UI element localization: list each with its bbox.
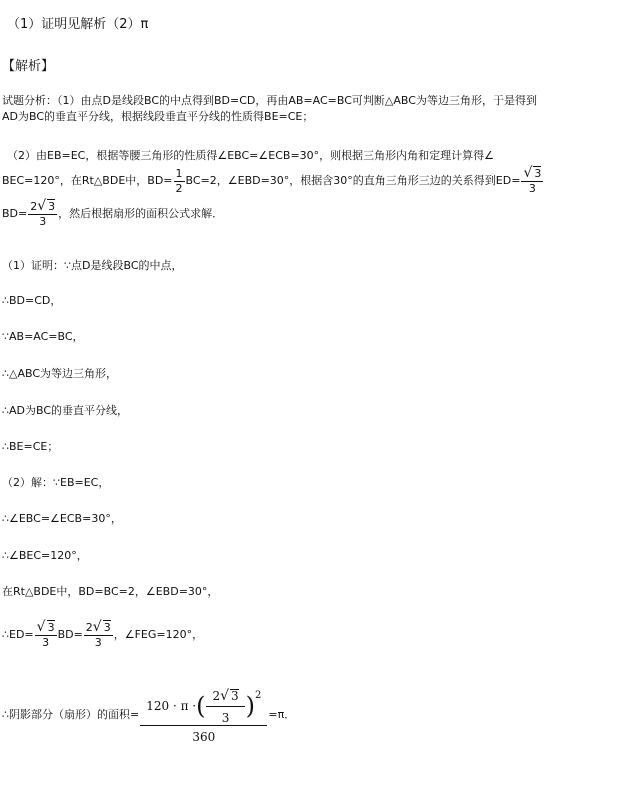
analysis-line-4-part-b: BC=2，∠EBD=30°，根据含30°的直角三角形三边的关系得到ED= (185, 174, 521, 187)
analysis-line-4 (2, 166, 544, 196)
proof1-step-3: ∵AB=AC=BC， (2, 330, 84, 343)
right-paren-icon: ) (245, 691, 256, 720)
proof2-step-2: ∴∠EBC=∠ECB=30°， (2, 512, 122, 525)
inner-fraction (206, 686, 244, 725)
analysis-line-1: 试题分析：（1）由点D是线段BC的中点得到BD=CD，再由AB=AC=BC可判断△ABC为等边三角形，于是得到 (2, 94, 537, 107)
sqrt-icon: √ 3 (220, 688, 239, 704)
analysis-line-5-part-a: BD= (2, 207, 28, 220)
inner-fraction-denominator: 3 (221, 711, 230, 725)
analysis-line-4-part-a: BEC=120°，在Rt△BDE中，BD= (2, 174, 173, 187)
proof1-step-6: ∴BE=CE； (2, 440, 59, 453)
sqrt-icon: √ 3 (36, 619, 55, 635)
answer-line: （1）证明见解析（2）π (7, 17, 149, 32)
sqrt-argument: 3 (47, 621, 55, 634)
proof2-step-5 (2, 620, 203, 650)
proof1-step-1: （1）证明：∵点D是线段BC的中点， (2, 259, 183, 272)
proof2-step-5-part-c: ，∠FEG=120°， (113, 628, 204, 641)
analysis-line-5 (2, 199, 223, 229)
analysis-line-3: （2）由EB=EC，根据等腰三角形的性质得∠EBC=∠ECB=30°，则根据三角形内角和定理计算得∠ (7, 149, 495, 162)
two-root3-over-3-fraction (28, 199, 57, 229)
fraction-denominator: 3 (528, 182, 536, 195)
analysis-line-2: AD为BC的垂直平分线，根据线段垂直平分线的性质得BE=CE； (2, 110, 314, 123)
sector-area-denominator: 360 (192, 730, 216, 744)
proof2-step-3: ∴∠BEC=120°， (2, 549, 88, 562)
analysis-line-5-part-b: ，然后根据扇形的面积公式求解． (58, 207, 224, 220)
proof1-step-5: ∴AD为BC的垂直平分线， (2, 404, 129, 417)
root3-over-3-fraction (521, 166, 543, 196)
two-root3-over-3-fraction (84, 620, 113, 650)
fraction-denominator: 3 (94, 636, 102, 649)
proof2-step-5-part-b: BD= (57, 628, 83, 641)
proof2-step-6-part-a: ∴阴影部分（扇形）的面积= (2, 708, 140, 721)
sqrt-argument: 3 (231, 689, 239, 703)
proof2-step-4: 在Rt△BDE中，BD=BC=2，∠EBD=30°， (2, 585, 219, 598)
section-title: 【解析】 (2, 59, 55, 74)
half-denominator: 2 (175, 181, 183, 195)
proof2-step-6-part-b: =π． (268, 708, 296, 721)
coefficient: 2 (212, 689, 221, 703)
sqrt-argument: 3 (103, 621, 111, 634)
coefficient: 2 (85, 621, 93, 634)
sqrt-icon: √ 3 (92, 619, 111, 635)
sector-area-fraction (140, 686, 267, 744)
proof2-step-5-part-a: ∴ED= (2, 628, 34, 641)
left-paren-icon: ( (196, 691, 206, 720)
proof2-step-6 (2, 686, 295, 744)
proof1-step-2: ∴BD=CD， (2, 294, 62, 307)
proof2-step-1: （2）解：∵EB=EC， (2, 476, 110, 489)
sqrt-argument: 3 (48, 200, 56, 213)
coefficient: 2 (30, 200, 38, 213)
fraction-denominator: 3 (39, 215, 47, 228)
half-numerator: 1 (175, 166, 183, 180)
sqrt-icon: √ 3 (37, 198, 56, 214)
exponent: 2 (255, 690, 262, 701)
root3-over-3-fraction (35, 620, 57, 650)
sqrt-icon: √ 3 (523, 165, 542, 181)
half-fraction (174, 167, 185, 196)
sector-area-numerator-prefix: 120 · π · (146, 698, 197, 713)
fraction-denominator: 3 (42, 636, 50, 649)
proof1-step-4: ∴△ABC为等边三角形， (2, 367, 118, 380)
sqrt-argument: 3 (534, 167, 542, 180)
